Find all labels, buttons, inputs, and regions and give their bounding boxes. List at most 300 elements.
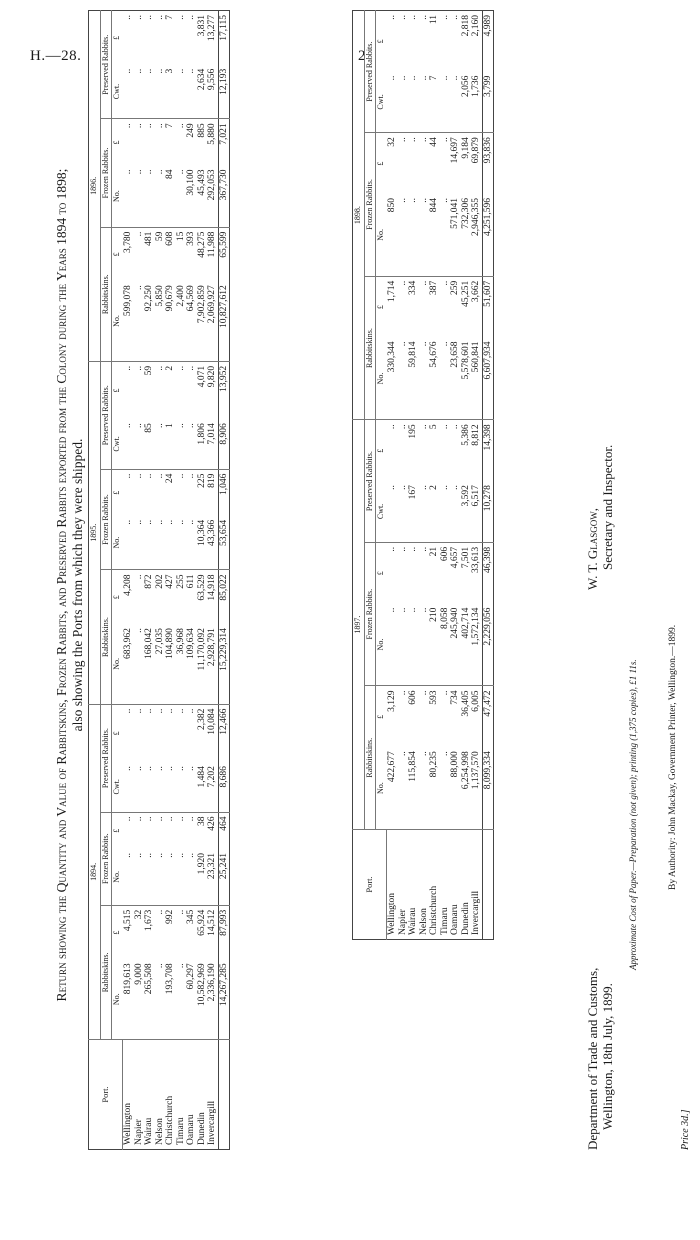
table-cell: ..	[122, 123, 133, 129]
year-header-1896: 1896.	[89, 11, 101, 362]
total-cell: 14,398	[482, 420, 494, 481]
table-cell: 393	[186, 231, 196, 246]
table-cell: 844	[429, 194, 440, 276]
table-row	[176, 11, 187, 1150]
total-cell: 10,278	[482, 481, 494, 542]
table-cell: 64,569	[186, 281, 197, 361]
table-cell: ..	[176, 762, 187, 812]
total-cell: 8,906	[218, 419, 230, 469]
table-cell: ..	[144, 708, 154, 714]
table-cell: 13,277	[207, 15, 217, 42]
table-cell: 202	[154, 574, 165, 589]
total-cell: 3,799	[482, 72, 494, 133]
table-cell: ..	[418, 690, 429, 696]
table-cell: ..	[186, 708, 196, 714]
table-cell: ..	[154, 365, 165, 371]
rabbitskins-header: Rabbitskins.	[364, 686, 376, 830]
table-cell: ..	[175, 15, 186, 20]
table-cell: 9,000	[134, 959, 145, 1039]
table-cell: 850	[387, 194, 398, 276]
frozen-header: Frozen Rabbits.	[100, 469, 112, 570]
table-cell: 14,512	[207, 909, 217, 936]
table-cell: ..	[123, 65, 134, 119]
table-cell: 734	[450, 690, 460, 705]
table-cell: 245,940	[450, 604, 461, 686]
totals-label-cell	[218, 1040, 230, 1150]
table-cell: 225	[196, 473, 207, 488]
table-cell: ..	[144, 65, 155, 119]
unit-pound: £	[376, 571, 385, 576]
table-cell: 104,890	[165, 624, 176, 704]
table-row	[207, 11, 218, 1150]
table-cell: ..	[123, 762, 134, 812]
table-cell: ..	[154, 15, 165, 20]
title-line-1: Return showing the Quantity and Value of Rabbitskins, Frozen Rabbits, and Preserved Rabbits exported from the Colony during the Years 1894 to 1898;	[54, 168, 69, 1002]
total-cell: 2,229,056	[482, 604, 494, 686]
table-cell: ..	[122, 816, 133, 822]
table-cell: 4,071	[196, 365, 207, 388]
table-cell: 1,137,570	[471, 747, 482, 829]
table-cell: ..	[386, 15, 397, 20]
table-cell: ..	[144, 123, 154, 129]
table-cell: 30,100	[186, 166, 197, 228]
rabbitskins-header: Rabbitskins.	[100, 570, 112, 704]
table-cell: ..	[134, 281, 145, 361]
year-header-1898: 1898.	[353, 11, 365, 420]
table-cell: 32	[133, 909, 144, 920]
table-cell: 5	[429, 424, 439, 430]
unit-pound: £	[376, 448, 385, 453]
table-row	[450, 11, 461, 940]
table-cell: 4,515	[122, 909, 133, 932]
frozen-header: Frozen Rabbits.	[364, 133, 376, 277]
table-cell: ..	[134, 419, 145, 469]
preserved-header: Preserved Rabbits.	[100, 11, 112, 119]
table-cell: ..	[144, 849, 155, 905]
table-cell: 43,366	[207, 516, 218, 570]
table-cell: ..	[175, 909, 186, 915]
table-cell: ..	[134, 516, 145, 570]
total-cell: 93,836	[482, 133, 494, 194]
unit-pound: £	[112, 388, 121, 393]
table-cell: 2,928,791	[207, 624, 218, 704]
preserved-header: Preserved Rabbits.	[364, 420, 376, 543]
table-cell: ..	[397, 546, 408, 552]
table-cell: ..	[419, 194, 430, 276]
table-1-totals	[218, 11, 230, 1150]
table-cell: 2	[165, 365, 175, 371]
table-cell: 1,572,134	[471, 604, 482, 686]
table-cell: ..	[134, 65, 145, 119]
table-cell: 8,058	[440, 604, 451, 686]
table-cell: 2,336,190	[207, 959, 218, 1039]
table-cell: 69,879	[471, 137, 481, 164]
table-1-body	[123, 11, 219, 1150]
total-cell: 10,827,612	[218, 281, 230, 361]
table-cell: ..	[418, 15, 429, 20]
preserved-header: Preserved Rabbits.	[364, 11, 376, 133]
total-cell: 1,046	[218, 469, 230, 516]
table-cell: ..	[134, 624, 145, 704]
table-cell: ..	[133, 123, 144, 129]
unit-pound: £	[376, 714, 385, 719]
unit-cwt: Cwt.	[112, 65, 123, 119]
table-cell: ..	[398, 604, 409, 686]
table-cell: ..	[154, 816, 165, 822]
table-cell: 38	[196, 816, 207, 827]
signature-block	[585, 445, 615, 590]
table-cell: ..	[133, 15, 144, 20]
table-cell: 6,005	[471, 690, 481, 712]
port-name: Timaru	[175, 1117, 186, 1145]
table-cell: 80,235	[429, 747, 440, 829]
rabbitskins-header: Rabbitskins.	[100, 227, 112, 361]
unit-no: No.	[376, 604, 387, 686]
table-cell: 24	[165, 473, 175, 484]
table-cell: ..	[144, 15, 154, 20]
table-cell: 2,160	[471, 15, 481, 37]
table-cell: ..	[397, 15, 408, 20]
table-cell: ..	[418, 137, 429, 142]
table-cell: ..	[122, 15, 133, 20]
table-cell: 45,493	[197, 166, 208, 228]
table-cell: ..	[134, 849, 145, 905]
table-cell: ..	[133, 365, 144, 371]
table-cell: ..	[123, 419, 134, 469]
total-cell: 12,193	[218, 65, 230, 119]
total-cell: 15,229,314	[218, 624, 230, 704]
total-cell: 464	[218, 812, 230, 849]
document-title	[54, 20, 86, 1150]
total-cell: 367,730	[218, 166, 230, 228]
table-cell: 427	[165, 574, 175, 589]
total-cell: 17,115	[218, 11, 230, 65]
unit-no: No.	[112, 624, 123, 704]
page-number: 2	[358, 48, 366, 64]
table-cell: ..	[155, 516, 166, 570]
signatory-name: W. T. Glasgow,	[585, 508, 600, 590]
table-cell: ..	[450, 15, 460, 20]
authority-line: By Authority: John Mackay, Government Printer, Wellington.—1899.	[668, 624, 678, 890]
table-cell: ..	[408, 72, 419, 133]
port-name: Christchurch	[429, 885, 439, 935]
table-cell: 4,657	[450, 546, 460, 569]
table-cell: 611	[186, 574, 196, 589]
table-cell: 5,578,601	[461, 338, 472, 420]
unit-pound: £	[376, 39, 385, 44]
unit-cwt: Cwt.	[112, 419, 123, 469]
table-cell: ..	[134, 762, 145, 812]
unit-no: No.	[112, 849, 123, 905]
table-cell: ..	[155, 762, 166, 812]
port-name: Oamaru	[450, 904, 460, 935]
table-cell: ..	[408, 137, 418, 142]
frozen-header: Frozen Rabbits.	[100, 119, 112, 227]
port-name: Christchurch	[165, 1095, 175, 1145]
table-cell: 15	[175, 231, 186, 242]
table-row	[123, 11, 134, 1150]
table-cell: ..	[175, 473, 186, 479]
table-row	[440, 11, 451, 940]
table-cell: ..	[398, 747, 409, 829]
table-cell: 259	[450, 280, 460, 296]
unit-pound: £	[112, 731, 121, 736]
unit-pound: £	[376, 305, 385, 310]
table-cell: ..	[176, 65, 187, 119]
table-cell: 402,714	[461, 604, 472, 686]
signatory-title: Secretary and Inspector.	[600, 444, 615, 570]
table-cell: ..	[186, 516, 197, 570]
table-row	[165, 11, 176, 1150]
table-cell: ..	[398, 72, 409, 133]
table-cell: 6,254,998	[461, 747, 472, 829]
table-cell: 1,920	[197, 849, 208, 905]
table-cell: ..	[440, 481, 451, 542]
table-cell: 36,405	[460, 690, 471, 717]
table-cell: ..	[175, 365, 186, 371]
rabbitskins-header: Rabbitskins.	[100, 905, 112, 1039]
table-cell: ..	[144, 762, 155, 812]
unit-no: No.	[376, 194, 387, 276]
preserved-header: Preserved Rabbits.	[100, 361, 112, 469]
table-cell: ..	[440, 72, 451, 133]
table-cell: 23,658	[450, 338, 461, 420]
port-header: Port.	[89, 1040, 123, 1150]
table-row	[387, 11, 398, 940]
table-cell: 48,275	[196, 231, 207, 258]
table-cell: ..	[122, 473, 133, 479]
table-cell: 10,364	[197, 516, 208, 570]
total-cell: 13,952	[218, 361, 230, 419]
table-cell: ..	[440, 747, 451, 829]
total-cell: 85,022	[218, 570, 230, 624]
table-cell: 2,056	[461, 72, 472, 133]
port-name: Napier	[133, 1119, 144, 1145]
table-cell: ..	[439, 137, 450, 142]
table-cell: ..	[186, 15, 196, 20]
unit-cwt: Cwt.	[376, 481, 387, 542]
table-cell: 2,946,355	[471, 194, 482, 276]
table-cell: 8,812	[471, 424, 481, 446]
total-cell: 65,599	[218, 227, 230, 281]
table-cell: ..	[408, 15, 418, 20]
table-cell: ..	[165, 708, 175, 714]
table-cell: 3	[165, 65, 176, 119]
table-cell: 109,634	[186, 624, 197, 704]
table-cell: 7,501	[460, 546, 471, 569]
table-cell: 3,831	[196, 15, 207, 37]
table-cell: ..	[450, 481, 461, 542]
table-cell: ..	[398, 481, 409, 542]
port-name: Invercargill	[207, 1100, 217, 1145]
table-cell: ..	[418, 546, 429, 552]
table-2-body	[387, 11, 483, 940]
table-cell: 14,918	[207, 574, 217, 601]
unit-pound: £	[376, 161, 385, 166]
unit-pound: £	[112, 252, 121, 257]
table-cell: 92,250	[144, 281, 155, 361]
table-cell: ..	[144, 473, 154, 479]
table-cell: ..	[408, 546, 418, 552]
table-cell: 59,814	[408, 338, 419, 420]
table-cell: 44	[429, 137, 439, 147]
table-cell: 7	[165, 123, 175, 129]
department-date: Wellington, 18th July, 1899.	[600, 983, 615, 1130]
table-cell: 7,202	[207, 762, 218, 812]
port-name: Wellington	[387, 893, 397, 935]
table-cell: 2,069,927	[207, 281, 218, 361]
table-row	[429, 11, 440, 940]
table-cell: 11,170,092	[197, 624, 208, 704]
year-header-1895: 1895.	[89, 361, 101, 704]
table-cell: ..	[155, 959, 166, 1039]
table-cell: 63,529	[196, 574, 207, 601]
table-cell: ..	[155, 849, 166, 905]
total-cell: 47,472	[482, 686, 494, 747]
rotated-page-content	[40, 0, 700, 1150]
title-line-2: also showing the Ports from which they were shipped.	[70, 438, 85, 732]
table-cell: 571,041	[450, 194, 461, 276]
table-row	[144, 11, 155, 1150]
table-cell: 59	[144, 365, 154, 376]
table-cell: 606	[408, 690, 418, 705]
table-cell: ..	[144, 516, 155, 570]
table-row	[197, 11, 208, 1150]
port-name: Timaru	[439, 907, 450, 935]
table-cell: ..	[133, 574, 144, 580]
table-cell: ..	[439, 424, 450, 430]
table-cell: ..	[387, 72, 398, 133]
unit-pound: £	[112, 930, 121, 935]
table-cell: 872	[144, 574, 154, 589]
table-cell: 560,841	[471, 338, 482, 420]
table-cell: 5,850	[155, 281, 166, 361]
table-row	[461, 11, 472, 940]
table-cell: ..	[397, 137, 408, 142]
table-cell: ..	[418, 280, 429, 286]
table-row	[155, 11, 166, 1150]
port-name: Nelson	[154, 1118, 165, 1145]
table-cell: ..	[419, 604, 430, 686]
table-cell: 1	[165, 419, 176, 469]
table-cell: ..	[144, 166, 155, 228]
table-cell: ..	[155, 419, 166, 469]
table-cell: 345	[186, 909, 196, 925]
table-cell: 7,014	[207, 419, 218, 469]
table-cell: ..	[154, 909, 165, 915]
frozen-header: Frozen Rabbits.	[364, 542, 376, 686]
year-header-1894: 1894.	[89, 704, 101, 1039]
table-1897-1898	[352, 10, 494, 940]
table-cell: 992	[165, 909, 175, 925]
table-cell: ..	[175, 708, 186, 714]
table-cell: 2,818	[460, 15, 471, 37]
table-cell: ..	[386, 424, 397, 430]
table-cell: 608	[165, 231, 175, 246]
unit-cwt: Cwt.	[376, 72, 387, 133]
table-cell: 4,208	[122, 574, 133, 596]
table-cell: 88,000	[450, 747, 461, 829]
table-cell: 32	[386, 137, 397, 147]
table-cell: 422,677	[387, 747, 398, 829]
price-note: Price 3d.]	[680, 1109, 691, 1150]
unit-no: No.	[112, 959, 123, 1039]
table-cell: 10,582,969	[197, 959, 208, 1039]
table-cell: 1,484	[197, 762, 208, 812]
table-cell: ..	[154, 123, 165, 129]
table-cell: ..	[186, 762, 197, 812]
table-cell: ..	[419, 747, 430, 829]
table-cell: ..	[387, 481, 398, 542]
table-cell: 193,708	[165, 959, 176, 1039]
table-cell: 606	[439, 546, 450, 562]
unit-pound: £	[112, 35, 121, 40]
table-cell: ..	[186, 419, 197, 469]
table-cell: ..	[155, 65, 166, 119]
table-cell: 11	[429, 15, 439, 25]
total-cell: 6,607,934	[482, 338, 494, 420]
port-name: Dunedin	[460, 902, 471, 935]
table-cell: ..	[176, 419, 187, 469]
table-cell: ..	[133, 231, 144, 237]
table-cell: ..	[398, 338, 409, 420]
table-cell: ..	[165, 816, 175, 822]
total-cell: 51,607	[482, 276, 494, 337]
department-name: Department of Trade and Customs,	[585, 967, 600, 1150]
table-cell: ..	[186, 65, 197, 119]
table-cell: 65,924	[196, 909, 207, 936]
table-cell: 7	[165, 15, 175, 20]
table-cell: ..	[419, 72, 430, 133]
table-cell: ..	[123, 516, 134, 570]
table-row	[471, 11, 482, 940]
unit-no: No.	[376, 747, 387, 829]
table-cell: 9,820	[207, 365, 217, 388]
table-cell: ..	[134, 166, 145, 228]
printing-cost-note: Approximate Cost of Paper.—Preparation (not given); printing (1,375 copies), £1 11s.	[628, 659, 638, 970]
table-cell: ..	[186, 473, 196, 479]
table-cell: ..	[186, 365, 196, 371]
table-cell: ..	[439, 280, 450, 286]
table-cell: ..	[186, 849, 197, 905]
table-cell: 265,508	[144, 959, 155, 1039]
table-row	[419, 11, 430, 940]
port-name: Invercargill	[471, 890, 481, 935]
frozen-header: Frozen Rabbits.	[100, 812, 112, 905]
unit-pound: £	[112, 140, 121, 145]
table-row	[186, 11, 197, 1150]
table-cell: 3,592	[461, 481, 472, 542]
unit-pound: £	[112, 490, 121, 495]
table-cell: 481	[144, 231, 154, 246]
table-cell: ..	[440, 194, 451, 276]
table-cell: 2	[429, 481, 440, 542]
unit-no: No.	[112, 516, 123, 570]
table-cell: ..	[154, 473, 165, 479]
table-cell: ..	[176, 166, 187, 228]
table-cell: 21	[429, 546, 439, 557]
table-cell: 2,400	[176, 281, 187, 361]
table-cell: 168,042	[144, 624, 155, 704]
table-row	[408, 11, 419, 940]
table-cell: ..	[133, 473, 144, 479]
table-cell: ..	[418, 424, 429, 430]
table-row	[398, 11, 409, 940]
table-cell: ..	[165, 762, 176, 812]
table-cell: 255	[175, 574, 186, 589]
table-cell: 5,880	[207, 123, 217, 145]
preserved-header: Preserved Rabbits.	[100, 704, 112, 812]
